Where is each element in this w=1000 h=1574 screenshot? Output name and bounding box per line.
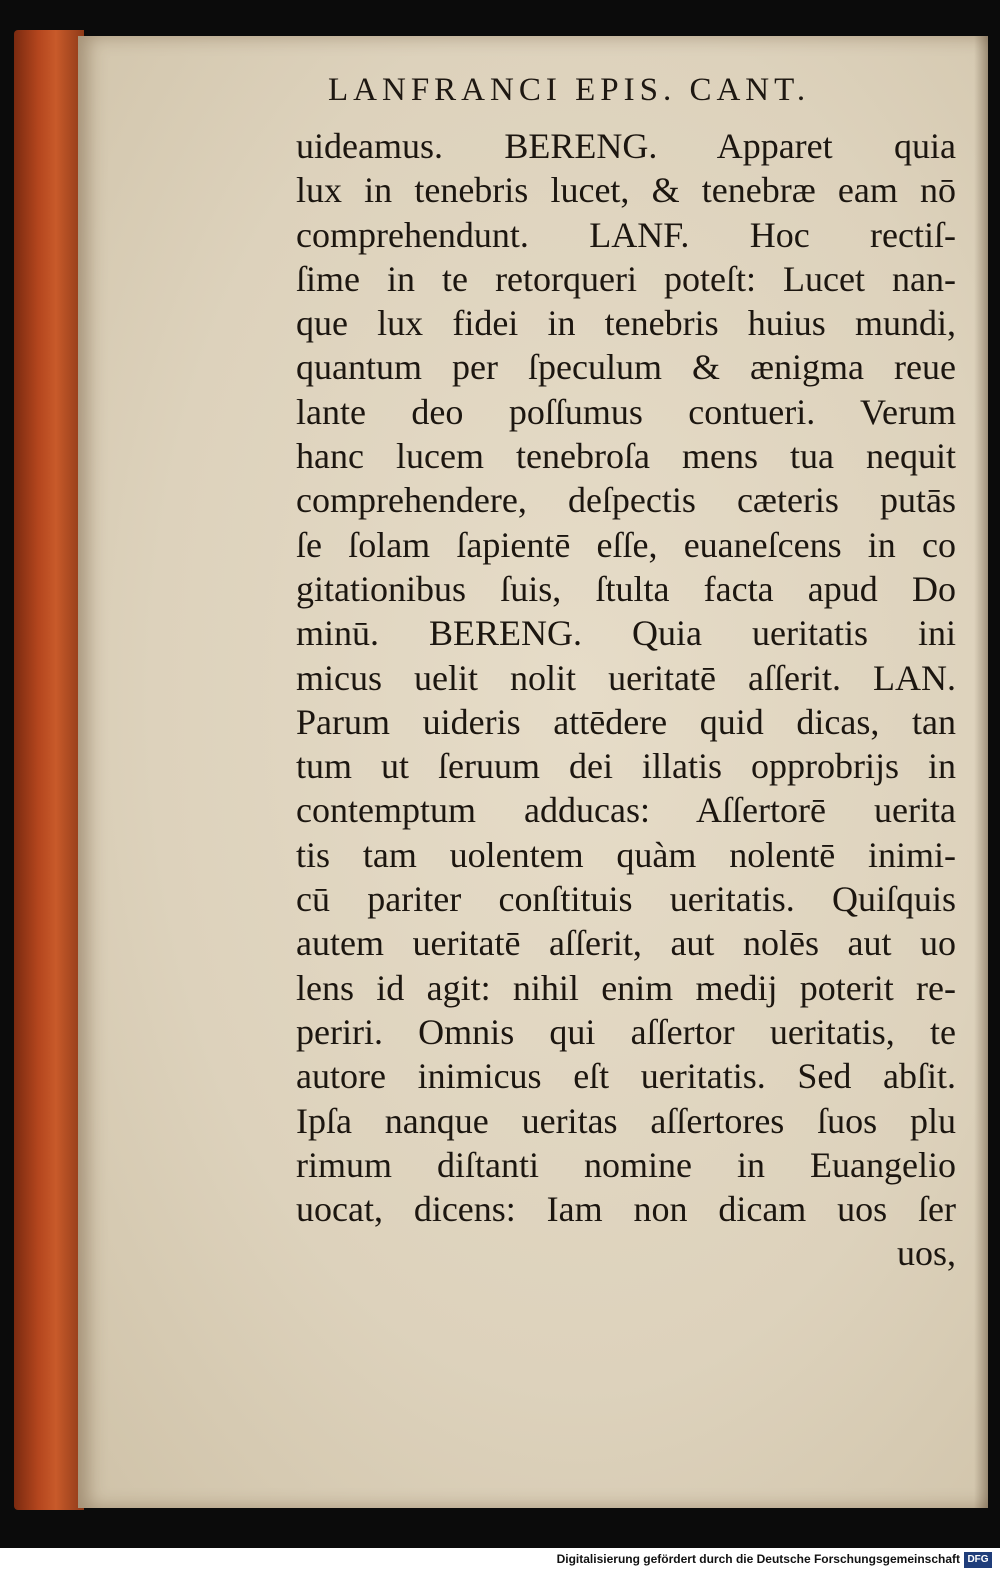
text-line: Ipſa nanque ueritas aſſertores ſuos plu — [296, 1100, 956, 1141]
text-line: quantum per ſpeculum & ænigma reue — [296, 347, 956, 388]
text-line: minū. BERENG. Quia ueritatis ini — [296, 613, 956, 654]
page-shadow — [974, 36, 988, 1508]
text-line: micus uelit nolit ueritatē aſſerit. LAN. — [296, 657, 956, 698]
text-line: autem ueritatē aſſerit, aut nolēs aut uo — [296, 923, 956, 964]
text-line: autore inimicus eſt ueritatis. Sed abſit. — [296, 1056, 956, 1097]
dfg-logo: DFG — [964, 1552, 992, 1568]
catchword: uos, — [896, 1233, 956, 1274]
text-line: hanc lucem tenebroſa mens tua nequit — [296, 436, 956, 477]
text-line: tis tam uolentem quàm nolentē inimi- — [296, 834, 956, 875]
text-block — [296, 124, 956, 1276]
text-line: comprehendunt. LANF. Hoc rectiſ- — [296, 214, 956, 255]
text-line: lante deo poſſumus contueri. Verum — [296, 391, 956, 432]
text-line: Parum uideris attēdere quid dicas, tan — [296, 701, 956, 742]
text-line: comprehendere, deſpectis cæteris putās — [296, 480, 956, 521]
running-head: LANFRANCI EPIS. CANT. — [328, 72, 811, 108]
book-page — [78, 36, 988, 1508]
footer-credit: Digitalisierung gefördert durch die Deutsche Forschungsgemeinschaft — [556, 1552, 960, 1566]
text-line: cū pariter conſtituis ueritatis. Quiſquis — [296, 879, 956, 920]
text-line: uocat, dicens: Iam non dicam uos ſer — [296, 1189, 956, 1230]
text-line: tum ut ſeruum dei illatis opprobrijs in — [296, 746, 956, 787]
text-line: rimum diſtanti nomine in Euangelio — [296, 1144, 956, 1185]
text-line: gitationibus ſuis, ſtulta facta apud Do — [296, 568, 956, 609]
digitization-footer — [0, 1548, 1000, 1574]
book-fore-edge — [14, 30, 84, 1510]
text-line: contemptum adducas: Aſſertorē uerita — [296, 790, 956, 831]
text-line: uideamus. BERENG. Apparet quia — [296, 126, 956, 166]
text-line: que lux fidei in tenebris huius mundi, — [296, 303, 956, 344]
text-line: ſe ſolam ſapientē eſſe, euaneſcens in co — [296, 524, 956, 565]
text-line: ſime in te retorqueri poteſt: Lucet nan- — [296, 258, 956, 299]
text-line: periri. Omnis qui aſſertor ueritatis, te — [296, 1011, 956, 1052]
text-line: lux in tenebris lucet, & tenebræ eam nō — [296, 170, 956, 211]
text-line: lens id agit: nihil enim medij poterit re- — [296, 967, 956, 1008]
